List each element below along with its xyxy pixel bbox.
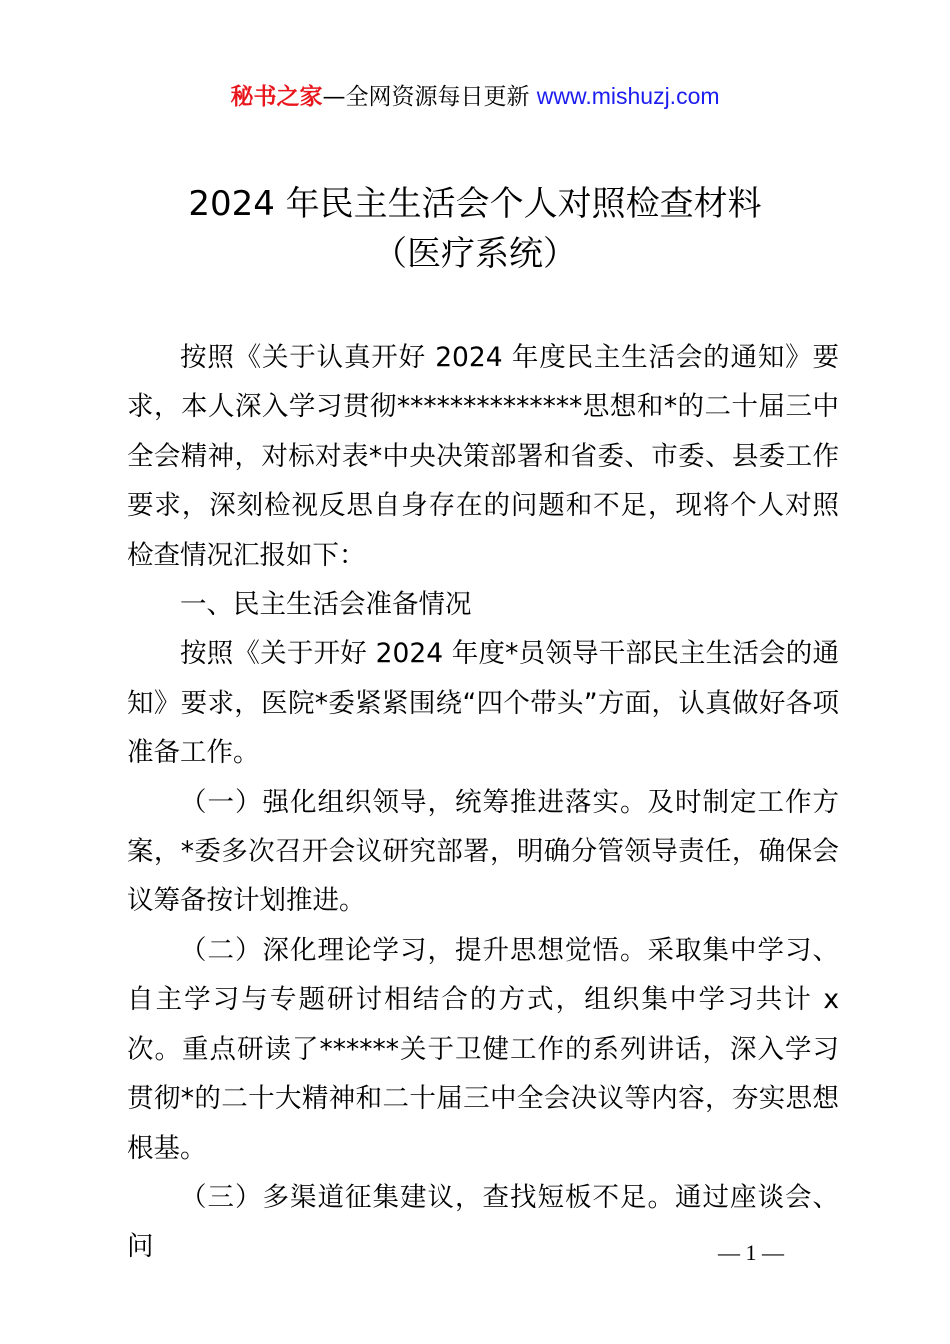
- site-url-link[interactable]: www.mishuzj.com: [536, 83, 720, 109]
- site-banner: [0, 80, 950, 113]
- paragraph: （一）强化组织领导，统筹推进落实。及时制定工作方案，*委多次召开会议研究部署，明确分管领导责任，确保会议筹备按计划推进。: [127, 786, 839, 917]
- brand-slogan: —全网资源每日更新: [322, 84, 530, 110]
- document-subtitle: （医疗系统）: [373, 234, 577, 274]
- section-heading: 一、民主生活会准备情况: [180, 589, 472, 621]
- document-body: [127, 333, 839, 1272]
- paragraph: （三）多渠道征集建议，查找短板不足。通过座谈会、问: [127, 1181, 839, 1263]
- paragraph: 按照《关于开好 2024 年度*员领导干部民主生活会的通知》要求，医院*委紧紧围绕“四个带头”方面，认真做好各项准备工作。: [127, 638, 839, 769]
- paragraph: （二）深化理论学习，提升思想觉悟。采取集中学习、自主学习与专题研讨相结合的方式，组织集中学习共计 x 次。重点研读了******关于卫健工作的系列讲话，深入学习贯彻*的二十大精神和二十届三中全会决议等内容，夯实思想根基。: [127, 934, 839, 1164]
- brand-name: 秘书之家: [230, 84, 323, 110]
- document-title: 2024 年民主生活会个人对照检查材料: [188, 184, 762, 224]
- paragraph-intro: 按照《关于认真开好 2024 年度民主生活会的通知》要求，本人深入学习贯彻**************思想和*的二十届三中全会精神，对标对表*中央决策部署和省委、市委、县委工作要求，深刻检视反思自身存在的问题和不足，现将个人对照检查情况汇报如下：: [127, 342, 839, 571]
- page-number: — 1 —: [718, 1240, 784, 1265]
